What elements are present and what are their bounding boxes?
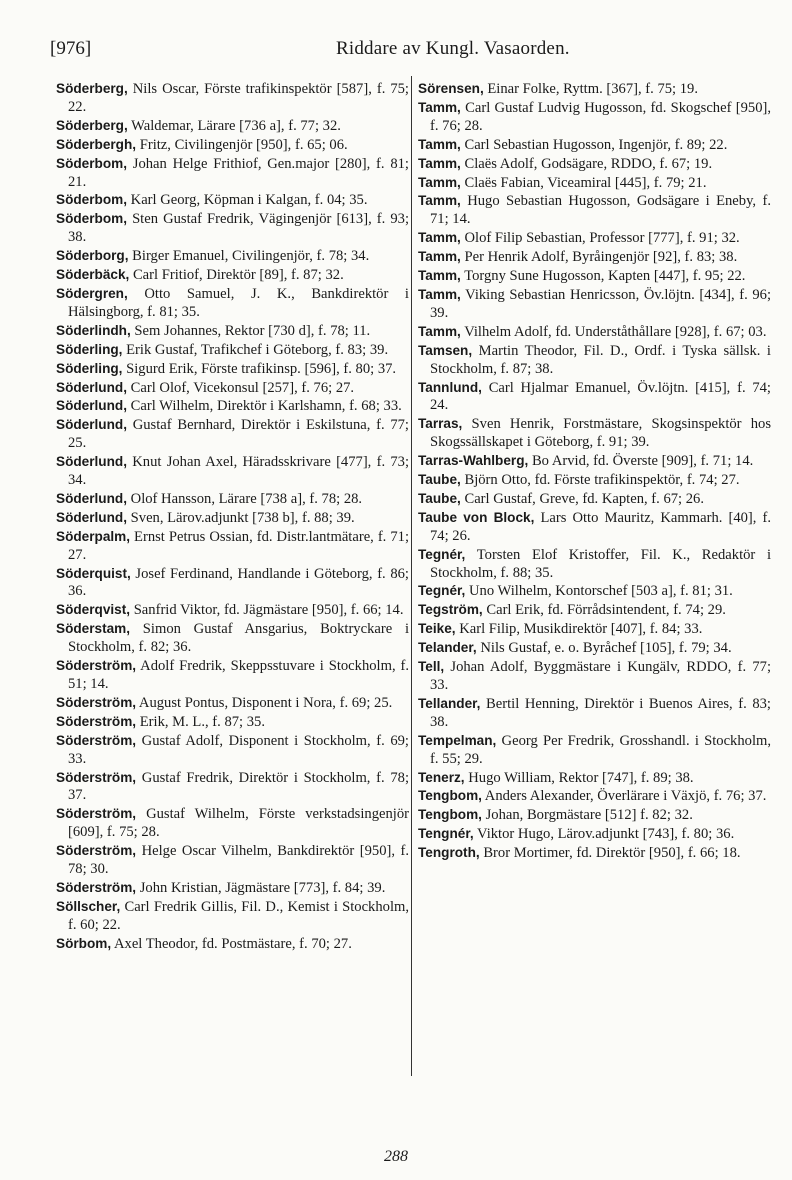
list-item — [56, 322, 409, 341]
entry-text: Johan, Borgmästare [512] f. 82; 32. — [485, 807, 693, 824]
entry-text: Gustaf Wilhelm, Förste verkstadsingenjör [609], f. 75; 28. — [68, 806, 409, 841]
entry-text: Knut Johan Axel, Häradsskrivare [477], f. 73; 34. — [68, 454, 409, 489]
list-item — [56, 713, 409, 732]
entry-name: Söderström, — [56, 658, 137, 674]
list-item — [418, 192, 771, 229]
list-item — [56, 247, 409, 266]
entry-text: Birger Emanuel, Civilingenjör, f. 78; 34. — [132, 248, 370, 265]
entry-name: Söderbom, — [56, 155, 127, 171]
list-item — [418, 342, 771, 379]
entry-name: Tamm, — [418, 193, 461, 209]
left-column — [56, 80, 409, 954]
entry-name: Söderqvist, — [56, 602, 131, 618]
entry-name: Tamm, — [418, 323, 461, 339]
entry-name: Söderbäck, — [56, 267, 130, 283]
list-item — [56, 416, 409, 453]
entry-name: Tellander, — [418, 695, 481, 711]
entry-name: Söderström, — [56, 769, 137, 785]
entry-name: Teike, — [418, 621, 456, 637]
entry-name: Tenerz, — [418, 769, 465, 785]
list-item — [418, 80, 771, 99]
entry-name: Söllscher, — [56, 898, 121, 914]
list-item — [56, 694, 409, 713]
entry-text: Lars Otto Mauritz, Kammarh. [40], f. 74; 26. — [430, 509, 772, 544]
entry-text: Carl Fritiof, Direktör [89], f. 87; 32. — [132, 267, 344, 284]
list-item — [418, 286, 771, 323]
entry-text: Bror Mortimer, fd. Direktör [950], f. 66; 18. — [483, 845, 741, 862]
entry-text: Torgny Sune Hugosson, Kapten [447], f. 95; 22. — [464, 268, 746, 285]
list-item — [418, 582, 771, 601]
column-divider — [411, 76, 412, 1076]
entry-text: Karl Filip, Musikdirektör [407], f. 84; 33. — [459, 621, 703, 638]
entry-text: Carl Sebastian Hugosson, Ingenjör, f. 89; 22. — [464, 136, 728, 153]
right-column — [418, 80, 771, 863]
entry-text: Carl Fredrik Gillis, Fil. D., Kemist i Stockholm, f. 60; 22. — [68, 898, 409, 933]
entry-name: Taube, — [418, 490, 461, 506]
entry-text: Carl Gustaf Ludvig Hugosson, fd. Skogschef [950], f. 76; 28. — [430, 99, 771, 134]
entry-name: Söderström, — [56, 843, 137, 859]
entry-text: Johan Adolf, Byggmästare i Kungälv, RDDO, f. 77; 33. — [430, 659, 771, 693]
entry-text: Sven, Lärov.adjunkt [738 b], f. 88; 39. — [130, 509, 355, 526]
list-item — [418, 509, 771, 546]
entry-name: Söderbom, — [56, 211, 127, 227]
entry-text: John Kristian, Jägmästare [773], f. 84; 39. — [139, 879, 386, 896]
list-item — [56, 898, 409, 935]
entry-name: Tegnér, — [418, 583, 466, 599]
running-title: Riddare av Kungl. Vasaorden. — [336, 38, 570, 59]
entry-name: Tamm, — [418, 249, 461, 265]
list-item — [418, 620, 771, 639]
entry-text: Sanfrid Viktor, fd. Jägmästare [950], f. 66; 14. — [133, 602, 404, 619]
list-item — [56, 136, 409, 155]
entry-text: Erik, M. L., f. 87; 35. — [139, 713, 265, 730]
entry-name: Söderbom, — [56, 192, 127, 208]
entry-text: Ernst Petrus Ossian, fd. Distr.lantmätare, f. 71; 27. — [68, 528, 409, 563]
entry-text: Bo Arvid, fd. Överste [909], f. 71; 14. — [531, 453, 754, 470]
list-item — [56, 191, 409, 210]
entry-name: Tamm, — [418, 155, 461, 171]
entry-name: Söderborg, — [56, 248, 129, 264]
entry-text: Hugo William, Rektor [747], f. 89; 38. — [468, 769, 694, 786]
list-item — [56, 565, 409, 602]
list-item — [418, 248, 771, 267]
list-item — [418, 769, 771, 788]
entry-name: Söderström, — [56, 732, 137, 748]
entry-text: Per Henrik Adolf, Byråingenjör [92], f. 83; 38. — [464, 249, 738, 266]
entry-name: Tarras-Wahlberg, — [418, 453, 529, 469]
entry-name: Söderlund, — [56, 454, 127, 470]
entry-name: Tamm, — [418, 268, 461, 284]
entry-name: Sörensen, — [418, 81, 484, 96]
entry-name: Tengroth, — [418, 845, 480, 861]
entry-text: Adolf Fredrik, Skeppsstuvare i Stockholm, f. 51; 14. — [68, 658, 409, 692]
entry-text: Karl Georg, Köpman i Kalgan, f. 04; 35. — [130, 192, 368, 209]
entry-text: Einar Folke, Ryttm. [367], f. 75; 19. — [487, 81, 698, 97]
entry-text: Waldemar, Lärare [736 a], f. 77; 32. — [131, 117, 341, 134]
list-item — [418, 229, 771, 248]
entry-name: Tempelman, — [418, 732, 497, 748]
list-item — [56, 117, 409, 136]
entry-text: Anders Alexander, Överlärare i Växjö, f. 76; 37. — [484, 788, 767, 805]
entry-name: Tegström, — [418, 602, 483, 618]
page-label: [976] — [50, 38, 92, 59]
entry-name: Söderlund, — [56, 398, 127, 414]
entry-text: Erik Gustaf, Trafikchef i Göteborg, f. 83; 39. — [126, 341, 389, 358]
entry-name: Söderström, — [56, 879, 137, 895]
entry-text: Georg Per Fredrik, Grosshandl. i Stockholm, f. 55; 29. — [430, 732, 771, 767]
entry-text: Otto Samuel, J. K., Bankdirektör i Hälsingborg, f. 81; 35. — [68, 285, 409, 320]
list-item — [56, 601, 409, 620]
list-item — [418, 99, 771, 136]
entry-name: Sörbom, — [56, 935, 112, 951]
entry-text: Nils Gustaf, e. o. Byråchef [105], f. 79; 34. — [480, 640, 732, 657]
entry-name: Söderlund, — [56, 509, 127, 525]
list-item — [418, 695, 771, 732]
entry-name: Tamm, — [418, 230, 461, 246]
entry-text: Carl Olof, Vicekonsul [257], f. 76; 27. — [130, 379, 355, 396]
entry-text: Vilhelm Adolf, fd. Underståthållare [928], f. 67; 03. — [464, 323, 767, 340]
list-item — [56, 805, 409, 842]
list-item — [418, 415, 771, 452]
entry-name: Tamm, — [418, 174, 461, 190]
list-item — [418, 136, 771, 155]
entry-text: Sten Gustaf Fredrik, Vägingenjör [613], f. 93; 38. — [68, 211, 409, 246]
list-item — [418, 787, 771, 806]
list-item — [56, 453, 409, 490]
entry-text: Martin Theodor, Fil. D., Ordf. i Tyska sällsk. i Stockholm, f. 87; 38. — [430, 342, 771, 377]
list-item — [56, 266, 409, 285]
entry-text: Claës Adolf, Godsägare, RDDO, f. 67; 19. — [464, 155, 713, 172]
entry-name: Tarras, — [418, 416, 463, 432]
entry-text: Olof Filip Sebastian, Professor [777], f. 91; 32. — [464, 230, 740, 247]
entry-text: August Pontus, Disponent i Nora, f. 69; 25. — [138, 694, 393, 711]
entry-text: Gustaf Bernhard, Direktör i Eskilstuna, f. 77; 25. — [68, 417, 409, 452]
entry-name: Söderstam, — [56, 621, 131, 637]
list-item — [56, 732, 409, 769]
entry-text: Bertil Henning, Direktör i Buenos Aires, f. 83; 38. — [430, 695, 771, 730]
entry-name: Söderberg, — [56, 117, 128, 133]
list-item — [56, 379, 409, 398]
page-header — [50, 38, 770, 64]
list-item — [56, 397, 409, 416]
list-item — [418, 844, 771, 863]
list-item — [418, 155, 771, 174]
entry-text: Carl Gustaf, Greve, fd. Kapten, f. 67; 26. — [464, 490, 704, 507]
entry-text: Josef Ferdinand, Handlande i Göteborg, f. 86; 36. — [68, 565, 409, 600]
list-item — [56, 341, 409, 360]
list-item — [56, 285, 409, 322]
entry-name: Taube, — [418, 472, 461, 488]
entry-text: Sigurd Erik, Förste trafikinsp. [596], f. 80; 37. — [126, 360, 397, 377]
page-number: 288 — [384, 1148, 408, 1165]
entry-text: Carl Wilhelm, Direktör i Karlshamn, f. 68; 33. — [130, 398, 402, 415]
list-item — [418, 452, 771, 471]
entry-name: Tell, — [418, 659, 445, 675]
entry-text: Gustaf Fredrik, Direktör i Stockholm, f. 78; 37. — [68, 769, 409, 804]
entry-text: Johan Helge Frithiof, Gen.major [280], f. 81; 21. — [68, 155, 409, 190]
entry-name: Söderberg, — [56, 81, 128, 96]
entry-text: Axel Theodor, fd. Postmästare, f. 70; 27. — [113, 935, 352, 952]
list-item — [56, 360, 409, 379]
list-item — [418, 806, 771, 825]
list-item — [418, 825, 771, 844]
entry-name: Tamm, — [418, 136, 461, 152]
entry-name: Tannlund, — [418, 379, 482, 395]
entry-name: Söderling, — [56, 341, 123, 357]
entry-text: Helge Oscar Vilhelm, Bankdirektör [950], f. 78; 30. — [68, 843, 409, 878]
entry-name: Tengbom, — [418, 807, 482, 823]
entry-text: Nils Oscar, Förste trafikinspektör [587], f. 75; 22. — [68, 81, 409, 115]
entry-name: Söderström, — [56, 694, 137, 710]
list-item — [56, 509, 409, 528]
entry-text: Sven Henrik, Forstmästare, Skogsinspektör hos Skogssällskapet i Göteborg, f. 91; 39. — [430, 416, 771, 451]
list-item — [56, 879, 409, 898]
entry-text: Hugo Sebastian Hugosson, Godsägare i Eneby, f. 71; 14. — [430, 193, 771, 228]
list-item — [418, 601, 771, 620]
entry-name: Tamsen, — [418, 342, 473, 358]
entry-name: Tamm, — [418, 99, 461, 115]
list-item — [418, 546, 771, 583]
entry-name: Söderlund, — [56, 490, 127, 506]
list-item — [418, 639, 771, 658]
entry-text: Olof Hansson, Lärare [738 a], f. 78; 28. — [130, 490, 363, 507]
list-item — [56, 210, 409, 247]
entry-name: Söderlindh, — [56, 322, 131, 338]
entry-text: Sem Johannes, Rektor [730 d], f. 78; 11. — [134, 322, 371, 339]
entry-name: Söderström, — [56, 713, 137, 729]
entry-name: Söderlund, — [56, 379, 127, 395]
list-item — [418, 732, 771, 769]
entry-name: Tengbom, — [418, 788, 482, 804]
list-item — [418, 490, 771, 509]
entry-text: Viktor Hugo, Lärov.adjunkt [743], f. 80; 36. — [477, 826, 735, 843]
entry-name: Söderström, — [56, 806, 137, 822]
entry-name: Taube von Block, — [418, 509, 535, 525]
list-item — [418, 267, 771, 286]
list-item — [56, 842, 409, 879]
list-item — [418, 379, 771, 416]
entry-name: Tengnér, — [418, 826, 474, 842]
entry-text: Torsten Elof Kristoffer, Fil. K., Redaktör i Stockholm, f. 88; 35. — [430, 546, 771, 581]
list-item — [418, 323, 771, 342]
entry-text: Viking Sebastian Henricsson, Öv.löjtn. [434], f. 96; 39. — [430, 286, 771, 321]
list-item — [56, 620, 409, 657]
entry-text: Gustaf Adolf, Disponent i Stockholm, f. 69; 33. — [68, 732, 409, 767]
entry-text: Fritz, Civilingenjör [950], f. 65; 06. — [139, 136, 348, 153]
list-item — [418, 471, 771, 490]
entry-name: Söderpalm, — [56, 528, 131, 544]
entry-text: Björn Otto, fd. Förste trafikinspektör, f. 74; 27. — [464, 472, 740, 489]
entry-text: Claës Fabian, Viceamiral [445], f. 79; 21. — [464, 174, 707, 191]
entry-text: Simon Gustaf Ansgarius, Boktryckare i Stockholm, f. 82; 36. — [68, 621, 409, 656]
entry-name: Söderlund, — [56, 417, 127, 433]
entry-text: Carl Hjalmar Emanuel, Öv.löjtn. [415], f. 74; 24. — [430, 379, 771, 414]
entry-name: Södergren, — [56, 285, 128, 301]
list-item — [56, 490, 409, 509]
entry-name: Söderbergh, — [56, 136, 137, 152]
list-item — [418, 174, 771, 193]
entry-name: Tamm, — [418, 286, 461, 302]
list-item — [56, 528, 409, 565]
entry-text: Carl Erik, fd. Förrådsintendent, f. 74; 29. — [486, 602, 726, 619]
list-item — [418, 658, 771, 695]
entry-text: Uno Wilhelm, Kontorschef [503 a], f. 81; 31. — [469, 583, 733, 600]
entry-name: Tegnér, — [418, 546, 466, 562]
list-item — [56, 80, 409, 117]
list-item — [56, 935, 409, 954]
entry-name: Telander, — [418, 640, 477, 656]
list-item — [56, 769, 409, 806]
list-item — [56, 155, 409, 192]
entry-name: Söderquist, — [56, 565, 131, 581]
list-item — [56, 657, 409, 694]
entry-name: Söderling, — [56, 360, 123, 376]
